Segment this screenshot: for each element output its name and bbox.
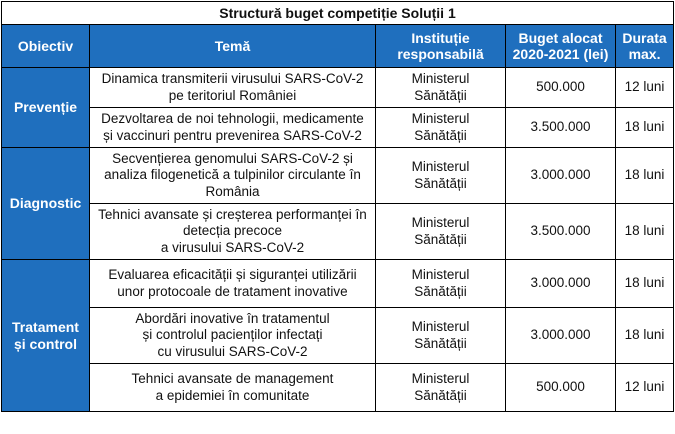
buget-cell: 500.000 <box>506 364 616 412</box>
institutie-line: Sănătății <box>414 335 467 351</box>
buget-cell: 3.500.000 <box>506 108 616 148</box>
durata-cell: 18 luni <box>616 308 674 364</box>
tema-cell <box>90 364 376 412</box>
table-row <box>2 260 674 308</box>
header-institutie-line: responsabilă <box>397 46 484 62</box>
table-row <box>2 68 674 108</box>
tema-line: unor protocoale de tratament inovative <box>117 283 348 299</box>
tema-line: Dezvoltarea de noi tehnologii, medicamente <box>101 111 364 126</box>
tema-line: pe teritoriul României <box>168 87 297 103</box>
institutie-line: Ministerul <box>411 371 470 386</box>
tema-line: Dinamica transmiterii virusului SARS-CoV-2 <box>101 71 364 86</box>
tema-line: Tehnici avansate de management <box>131 371 334 386</box>
objective-label: Prevenție <box>13 99 78 116</box>
tema-cell <box>90 108 376 148</box>
institutie-line: Ministerul <box>411 215 470 230</box>
durata-cell: 18 luni <box>616 260 674 308</box>
buget-cell: 3.000.000 <box>506 260 616 308</box>
table-header-row <box>2 25 674 68</box>
budget-table <box>1 1 674 412</box>
tema-cell <box>90 260 376 308</box>
buget-cell: 500.000 <box>506 68 616 108</box>
tema-line: a virusului SARS-CoV-2 <box>160 239 305 255</box>
institutie-cell <box>376 108 506 148</box>
tema-line: detecția precoce <box>182 223 283 239</box>
tema-line: și controlul pacienților infectați <box>142 327 323 343</box>
objective-label: Diagnostic <box>9 195 82 212</box>
tema-line: România <box>205 183 260 199</box>
tema-line: cu virusului SARS-CoV-2 <box>157 343 308 359</box>
table-row <box>2 308 674 364</box>
table-title-row <box>2 2 674 25</box>
institutie-cell <box>376 204 506 260</box>
objective-label: și control <box>13 335 77 352</box>
objective-label: Tratament <box>12 319 79 335</box>
header-buget-line: Buget alocat <box>518 30 603 46</box>
durata-cell: 12 luni <box>616 364 674 412</box>
tema-line: a epidemiei în comunitate <box>155 387 310 403</box>
buget-cell: 3.500.000 <box>506 204 616 260</box>
institutie-cell <box>376 364 506 412</box>
institutie-line: Sănătății <box>414 283 467 299</box>
buget-cell: 3.000.000 <box>506 308 616 364</box>
institutie-line: Ministerul <box>411 159 470 174</box>
header-institutie <box>376 25 506 68</box>
tema-cell <box>90 148 376 204</box>
durata-cell: 18 luni <box>616 148 674 204</box>
institutie-line: Ministerul <box>411 71 470 86</box>
institutie-line: Ministerul <box>411 319 470 334</box>
header-tema: Temă <box>90 25 376 68</box>
header-buget <box>506 25 616 68</box>
table-row <box>2 148 674 204</box>
institutie-cell <box>376 308 506 364</box>
header-durata-line: max. <box>628 46 661 62</box>
table-row <box>2 364 674 412</box>
table-title: Structură buget competiție Soluții 1 <box>2 2 674 25</box>
objective-cell <box>2 148 90 260</box>
tema-cell <box>90 68 376 108</box>
institutie-cell <box>376 260 506 308</box>
institutie-line: Sănătății <box>414 387 467 403</box>
header-institutie-line: Instituție <box>411 30 470 46</box>
institutie-line: Sănătății <box>414 87 467 103</box>
budget-table-frame <box>1 1 673 432</box>
tema-line: Abordări inovative în tratamentul <box>135 310 330 326</box>
objective-cell <box>2 260 90 412</box>
objective-cell <box>2 68 90 148</box>
institutie-line: Sănătății <box>414 231 467 247</box>
tema-line: analiza filogenetică a tulpinilor circulante în <box>104 167 361 183</box>
institutie-line: Sănătății <box>414 127 467 143</box>
table-row <box>2 108 674 148</box>
tema-line: Evaluarea eficacității și siguranței utilizării <box>108 267 357 282</box>
institutie-cell <box>376 148 506 204</box>
tema-line: și vaccinuri pentru prevenirea SARS-CoV-2 <box>103 127 362 143</box>
durata-cell: 12 luni <box>616 68 674 108</box>
tema-cell <box>90 308 376 364</box>
institutie-cell <box>376 68 506 108</box>
table-row <box>2 204 674 260</box>
tema-cell <box>90 204 376 260</box>
buget-cell: 3.000.000 <box>506 148 616 204</box>
header-durata-line: Durata <box>622 30 667 46</box>
header-buget-line: 2020-2021 (lei) <box>512 46 609 62</box>
tema-line: Tehnici avansate și creșterea performanței în <box>98 206 367 222</box>
durata-cell: 18 luni <box>616 108 674 148</box>
tema-line: Secvențierea genomului SARS-CoV-2 și <box>112 150 353 166</box>
header-durata <box>616 25 674 68</box>
institutie-line: Ministerul <box>411 267 470 282</box>
header-obiectiv: Obiectiv <box>2 25 90 68</box>
institutie-line: Sănătății <box>414 175 467 191</box>
institutie-line: Ministerul <box>411 111 470 126</box>
durata-cell: 18 luni <box>616 204 674 260</box>
